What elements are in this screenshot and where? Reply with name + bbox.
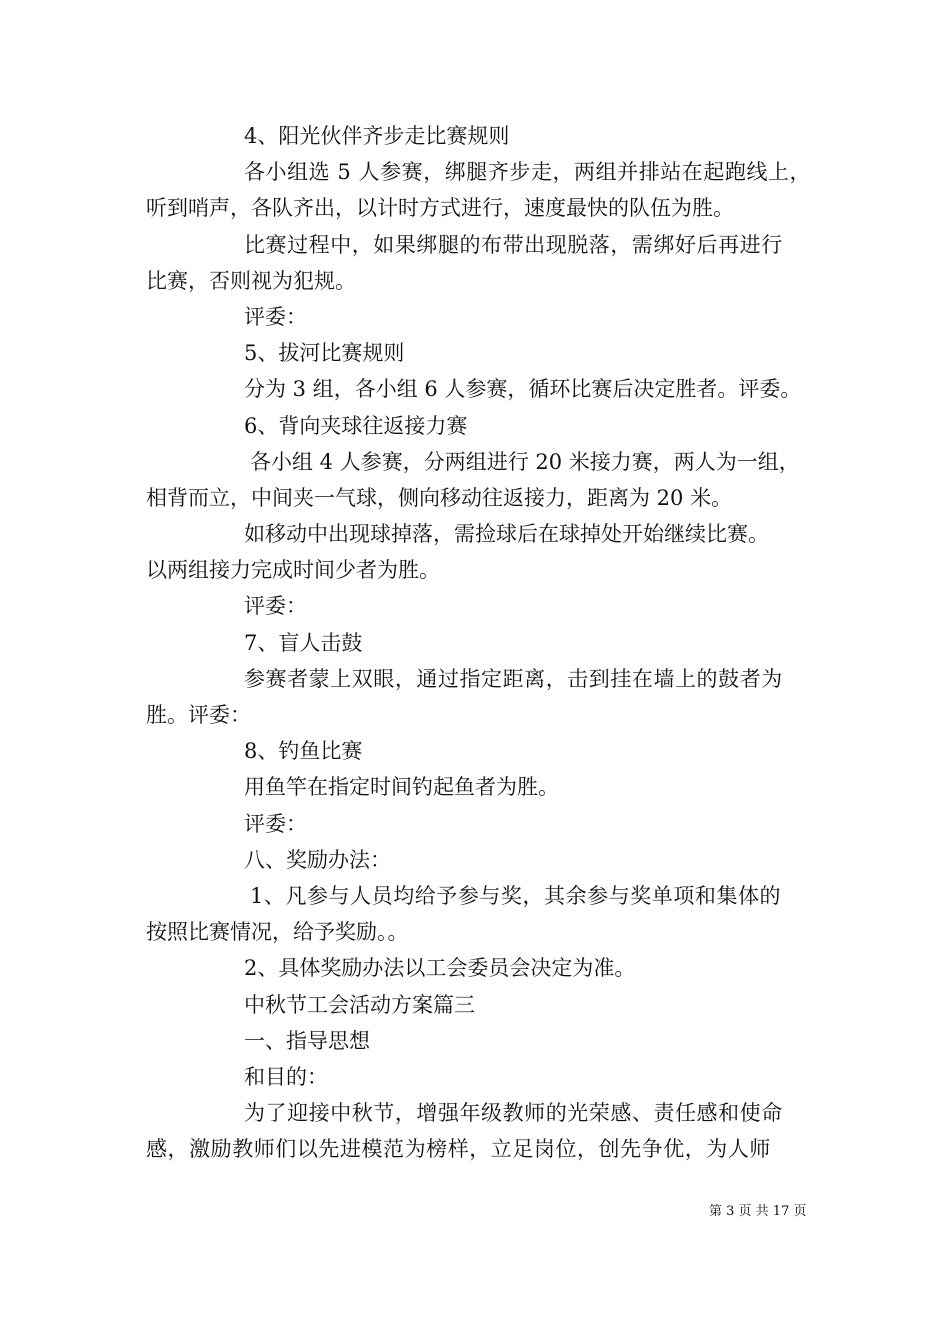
judges-label: 评委： bbox=[244, 594, 307, 619]
paragraph-line: 以两组接力完成时间少者为胜。 bbox=[146, 558, 440, 583]
judges-label: 评委： bbox=[244, 811, 307, 836]
heading-section-three: 中秋节工会活动方案篇三 bbox=[244, 992, 475, 1017]
paragraph-line: 用鱼竿在指定时间钓起鱼者为胜。 bbox=[244, 775, 559, 800]
paragraph-line: 为了迎接中秋节，增强年级教师的光荣感、责任感和使命 bbox=[244, 1101, 783, 1126]
heading-fishing-contest: 8、钓鱼比赛 bbox=[244, 739, 363, 764]
paragraph-line: 各小组 4 人参赛，分两组进行 20 米接力赛，两人为一组， bbox=[250, 449, 800, 474]
heading-tug-of-war-rules: 5、拔河比赛规则 bbox=[244, 341, 405, 366]
judges-label: 评委： bbox=[244, 304, 307, 329]
paragraph-line: 听到哨声，各队齐出，以计时方式进行，速度最快的队伍为胜。 bbox=[146, 196, 734, 221]
heading-blindfold-drum: 7、盲人击鼓 bbox=[244, 630, 363, 655]
paragraph-line: 相背而立，中间夹一气球，侧向移动往返接力，距离为 20 米。 bbox=[146, 485, 733, 510]
document-body bbox=[146, 118, 818, 1167]
paragraph-line: 2、具体奖励办法以工会委员会决定为准。 bbox=[244, 956, 636, 981]
paragraph-line: 分为 3 组，各小组 6 人参赛，循环比赛后决定胜者。评委。 bbox=[244, 377, 802, 402]
heading-back-to-back-relay: 6、背向夹球往返接力赛 bbox=[244, 413, 468, 438]
paragraph-line: 如移动中出现球掉落，需捡球后在球掉处开始继续比赛。 bbox=[244, 522, 769, 547]
paragraph-line: 比赛过程中，如果绑腿的布带出现脱落，需绑好后再进行 bbox=[244, 232, 783, 257]
paragraph-line: 参赛者蒙上双眼，通过指定距离，击到挂在墙上的鼓者为 bbox=[244, 666, 783, 691]
paragraph-line: 感，激励教师们以先进模范为榜样，立足岗位，创先争优，为人师 bbox=[146, 1137, 771, 1162]
paragraph-line: 和目的： bbox=[244, 1064, 328, 1089]
paragraph-line: 1、凡参与人员均给予参与奖，其余参与奖单项和集体的 bbox=[250, 883, 782, 908]
paragraph-line: 胜。评委： bbox=[146, 703, 251, 727]
paragraph-line: 比赛，否则视为犯规。 bbox=[146, 268, 356, 293]
paragraph-line: 各小组选 5 人参赛，绑腿齐步走，两组并排站在起跑线上， bbox=[244, 160, 812, 185]
heading-sunshine-partner-rules: 4、阳光伙伴齐步走比赛规则 bbox=[244, 124, 510, 148]
heading-reward-methods: 八、奖励办法： bbox=[244, 847, 391, 872]
heading-guiding-thought: 一、指导思想 bbox=[244, 1028, 370, 1053]
paragraph-line: 按照比赛情况，给予奖励。。 bbox=[146, 920, 409, 945]
page-number-footer: 第 3 页 共 17 页 bbox=[709, 1204, 807, 1219]
